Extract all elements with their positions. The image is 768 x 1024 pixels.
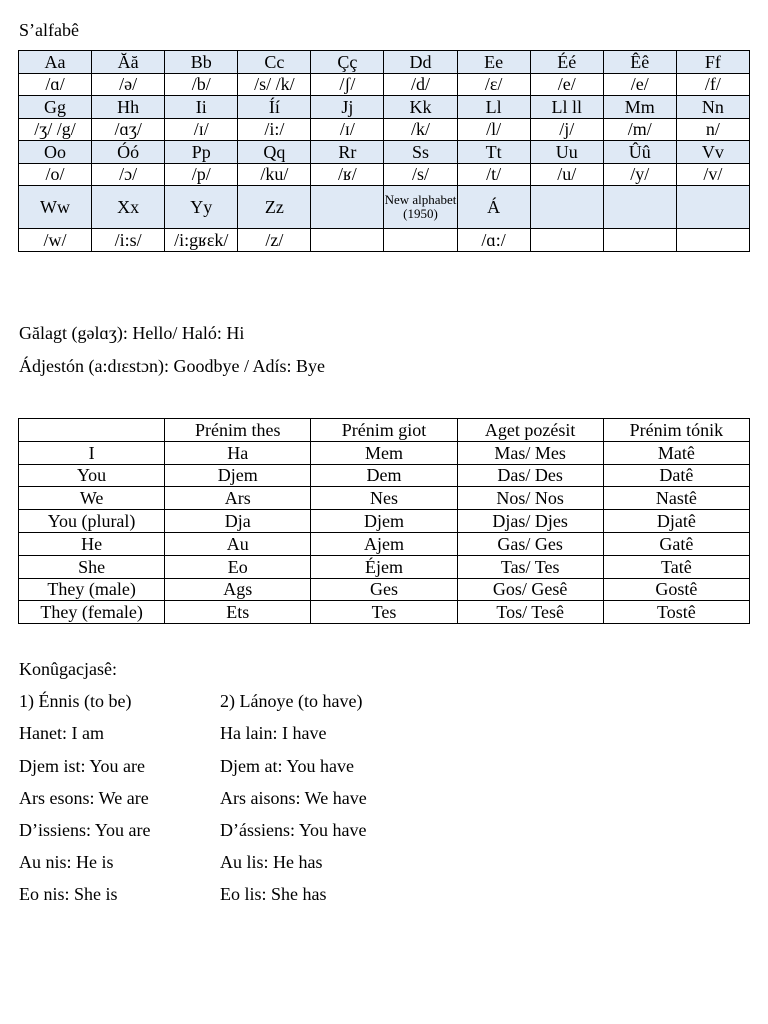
pronoun-form-cell: Datê: [603, 464, 749, 487]
conjugation-to-have-line: 2) Lánoye (to have): [220, 691, 363, 711]
alphabet-ipa-cell: /ɔ/: [92, 163, 165, 186]
alphabet-ipa-cell: /f/: [676, 73, 749, 96]
conjugation-to-have-line: D’ássiens: You have: [220, 820, 367, 840]
alphabet-letter-cell: Tt: [457, 141, 530, 164]
alphabet-letter-cell: Qq: [238, 141, 311, 164]
conjugation-to-be-line: D’issiens: You are: [19, 820, 151, 840]
alphabet-letter-cell: Éé: [530, 51, 603, 74]
pronoun-form-cell: Eo: [165, 555, 311, 578]
alphabet-letter-cell: Ll: [457, 96, 530, 119]
alphabet-ipa-cell: /t/: [457, 163, 530, 186]
pronoun-person-cell: I: [19, 441, 165, 464]
pronoun-form-cell: Djatê: [603, 510, 749, 533]
alphabet-letter-cell: Jj: [311, 96, 384, 119]
pronoun-form-cell: Éjem: [311, 555, 457, 578]
alphabet-letter-cell: Rr: [311, 141, 384, 164]
conjugation-to-have-line: Ha lain: I have: [220, 723, 327, 743]
alphabet-ipa-cell: /ɪ/: [165, 118, 238, 141]
pronoun-form-cell: Das/ Des: [457, 464, 603, 487]
pronoun-row: [19, 578, 750, 601]
conjugation-to-be-line: Au nis: He is: [19, 852, 114, 872]
alphabet-letter-cell: Ff: [676, 51, 749, 74]
alphabet-ipa-cell: /d/: [384, 73, 457, 96]
alphabet-letter-cell: [311, 186, 384, 229]
pronoun-header-cell: Prénim thes: [165, 419, 311, 442]
pronoun-row: [19, 487, 750, 510]
alphabet-ipa-cell: /i:s/: [92, 229, 165, 252]
alphabet-row: [19, 186, 750, 229]
alphabet-letter-cell: Ăă: [92, 51, 165, 74]
alphabet-letter-cell: Ww: [19, 186, 92, 229]
alphabet-ipa-cell: /ku/: [238, 163, 311, 186]
pronoun-row: [19, 555, 750, 578]
pronoun-row: [19, 601, 750, 624]
pronoun-person-cell: You (plural): [19, 510, 165, 533]
conjugation-to-have-line: Eo lis: She has: [220, 884, 327, 904]
alphabet-letter-cell: Cc: [238, 51, 311, 74]
pronoun-header-cell: Prénim tónik: [603, 419, 749, 442]
conjugation-to-be-line: Eo nis: She is: [19, 884, 118, 904]
pronoun-form-cell: Tes: [311, 601, 457, 624]
alphabet-letter-cell: Ee: [457, 51, 530, 74]
pronoun-header-cell: Aget pozésit: [457, 419, 603, 442]
alphabet-letter-cell: Ûû: [603, 141, 676, 164]
alphabet-letter-cell: Óó: [92, 141, 165, 164]
alphabet-ipa-cell: /j/: [530, 118, 603, 141]
alphabet-ipa-cell: /e/: [530, 73, 603, 96]
alphabet-letter-cell: Pp: [165, 141, 238, 164]
alphabet-title: S’alfabê: [19, 20, 79, 40]
pronoun-person-cell: They (male): [19, 578, 165, 601]
greeting-hello: Gălagt (gəlɑʒ): Hello/ Haló: Hi: [19, 323, 245, 343]
alphabet-ipa-cell: [603, 229, 676, 252]
pronoun-form-cell: Matê: [603, 441, 749, 464]
alphabet-letter-cell: [603, 186, 676, 229]
alphabet-ipa-cell: /ɛ/: [457, 73, 530, 96]
alphabet-ipa-cell: /ʁ/: [311, 163, 384, 186]
alphabet-letter-cell: Uu: [530, 141, 603, 164]
pronoun-form-cell: Tas/ Tes: [457, 555, 603, 578]
pronoun-form-cell: Ha: [165, 441, 311, 464]
pronoun-form-cell: Ars: [165, 487, 311, 510]
alphabet-ipa-cell: /v/: [676, 163, 749, 186]
alphabet-letter-cell: Ii: [165, 96, 238, 119]
alphabet-ipa-cell: [384, 229, 457, 252]
pronoun-form-cell: Nes: [311, 487, 457, 510]
alphabet-letter-cell: Hh: [92, 96, 165, 119]
pronoun-person-cell: He: [19, 532, 165, 555]
alphabet-ipa-cell: /w/: [19, 229, 92, 252]
alphabet-row: [19, 229, 750, 252]
alphabet-row: [19, 118, 750, 141]
conjugation-to-have-line: Djem at: You have: [220, 756, 354, 776]
pronoun-row: [19, 464, 750, 487]
alphabet-letter-cell: Vv: [676, 141, 749, 164]
alphabet-letter-cell: Bb: [165, 51, 238, 74]
alphabet-ipa-cell: /m/: [603, 118, 676, 141]
alphabet-ipa-cell: /i:/: [238, 118, 311, 141]
pronoun-form-cell: Ges: [311, 578, 457, 601]
conjugation-to-be-line: Hanet: I am: [19, 723, 104, 743]
alphabet-row: [19, 96, 750, 119]
alphabet-ipa-cell: /y/: [603, 163, 676, 186]
alphabet-ipa-cell: /k/: [384, 118, 457, 141]
pronoun-header-row: [19, 419, 750, 442]
alphabet-ipa-cell: /ʃ/: [311, 73, 384, 96]
pronoun-form-cell: Nos/ Nos: [457, 487, 603, 510]
alphabet-ipa-cell: /ə/: [92, 73, 165, 96]
alphabet-ipa-cell: /z/: [238, 229, 311, 252]
pronoun-form-cell: Dem: [311, 464, 457, 487]
conjugation-title: Konûgacjasê:: [19, 659, 117, 679]
alphabet-table: [18, 50, 750, 252]
alphabet-row: [19, 141, 750, 164]
pronoun-row: [19, 510, 750, 533]
alphabet-letter-cell: Ss: [384, 141, 457, 164]
pronoun-person-cell: They (female): [19, 601, 165, 624]
pronoun-form-cell: Tostê: [603, 601, 749, 624]
alphabet-letter-cell: Ll ll: [530, 96, 603, 119]
pronoun-form-cell: Mem: [311, 441, 457, 464]
pronoun-row: [19, 441, 750, 464]
pronoun-form-cell: Gatê: [603, 532, 749, 555]
pronoun-form-cell: Ets: [165, 601, 311, 624]
pronoun-header-cell: [19, 419, 165, 442]
greeting-goodbye: Ádjestón (a:dɪɛstɔn): Goodbye / Adís: Bye: [19, 356, 326, 376]
alphabet-ipa-cell: /s/ /k/: [238, 73, 311, 96]
alphabet-letter-cell: Aa: [19, 51, 92, 74]
alphabet-ipa-cell: /ɑ:/: [457, 229, 530, 252]
alphabet-ipa-cell: /e/: [603, 73, 676, 96]
alphabet-letter-cell: Êê: [603, 51, 676, 74]
alphabet-ipa-cell: n/: [676, 118, 749, 141]
alphabet-letter-cell: Gg: [19, 96, 92, 119]
alphabet-ipa-cell: /p/: [165, 163, 238, 186]
alphabet-letter-cell: [676, 186, 749, 229]
alphabet-ipa-cell: /ɑ/: [19, 73, 92, 96]
pronoun-form-cell: Tos/ Tesê: [457, 601, 603, 624]
pronoun-form-cell: Djem: [165, 464, 311, 487]
alphabet-row: [19, 51, 750, 74]
pronoun-row: [19, 532, 750, 555]
alphabet-ipa-cell: /ɪ/: [311, 118, 384, 141]
alphabet-ipa-cell: /o/: [19, 163, 92, 186]
alphabet-letter-cell: Nn: [676, 96, 749, 119]
pronoun-person-cell: We: [19, 487, 165, 510]
pronoun-form-cell: Gos/ Gesê: [457, 578, 603, 601]
alphabet-letter-cell: Á: [457, 186, 530, 229]
alphabet-letter-cell: New alphabet (1950): [384, 186, 457, 229]
pronoun-form-cell: Gostê: [603, 578, 749, 601]
pronoun-person-cell: You: [19, 464, 165, 487]
conjugation-to-be-line: 1) Énnis (to be): [19, 691, 132, 711]
alphabet-ipa-cell: /u/: [530, 163, 603, 186]
pronoun-header-cell: Prénim giot: [311, 419, 457, 442]
alphabet-letter-cell: Íí: [238, 96, 311, 119]
pronoun-form-cell: Ajem: [311, 532, 457, 555]
pronoun-form-cell: Ags: [165, 578, 311, 601]
alphabet-ipa-cell: /l/: [457, 118, 530, 141]
pronoun-form-cell: Djas/ Djes: [457, 510, 603, 533]
alphabet-ipa-cell: /ʒ/ /g/: [19, 118, 92, 141]
alphabet-letter-cell: Çç: [311, 51, 384, 74]
pronoun-form-cell: Dja: [165, 510, 311, 533]
pronoun-form-cell: Mas/ Mes: [457, 441, 603, 464]
alphabet-ipa-cell: /s/: [384, 163, 457, 186]
alphabet-letter-cell: Oo: [19, 141, 92, 164]
alphabet-ipa-cell: [530, 229, 603, 252]
pronoun-table: [18, 418, 750, 624]
alphabet-letter-cell: Zz: [238, 186, 311, 229]
alphabet-letter-cell: [530, 186, 603, 229]
pronoun-form-cell: Gas/ Ges: [457, 532, 603, 555]
conjugation-to-be-line: Djem ist: You are: [19, 756, 145, 776]
alphabet-ipa-cell: [311, 229, 384, 252]
conjugation-to-be-line: Ars esons: We are: [19, 788, 149, 808]
alphabet-row: [19, 163, 750, 186]
alphabet-letter-cell: Xx: [92, 186, 165, 229]
conjugation-to-have-line: Au lis: He has: [220, 852, 323, 872]
alphabet-letter-cell: Dd: [384, 51, 457, 74]
alphabet-letter-cell: Mm: [603, 96, 676, 119]
alphabet-letter-cell: Kk: [384, 96, 457, 119]
alphabet-ipa-cell: /i:gʁɛk/: [165, 229, 238, 252]
pronoun-form-cell: Au: [165, 532, 311, 555]
pronoun-form-cell: Nastê: [603, 487, 749, 510]
pronoun-person-cell: She: [19, 555, 165, 578]
conjugation-to-have-line: Ars aisons: We have: [220, 788, 367, 808]
alphabet-ipa-cell: /ɑʒ/: [92, 118, 165, 141]
alphabet-ipa-cell: [676, 229, 749, 252]
alphabet-ipa-cell: /b/: [165, 73, 238, 96]
alphabet-letter-cell: Yy: [165, 186, 238, 229]
alphabet-row: [19, 73, 750, 96]
pronoun-form-cell: Tatê: [603, 555, 749, 578]
pronoun-form-cell: Djem: [311, 510, 457, 533]
